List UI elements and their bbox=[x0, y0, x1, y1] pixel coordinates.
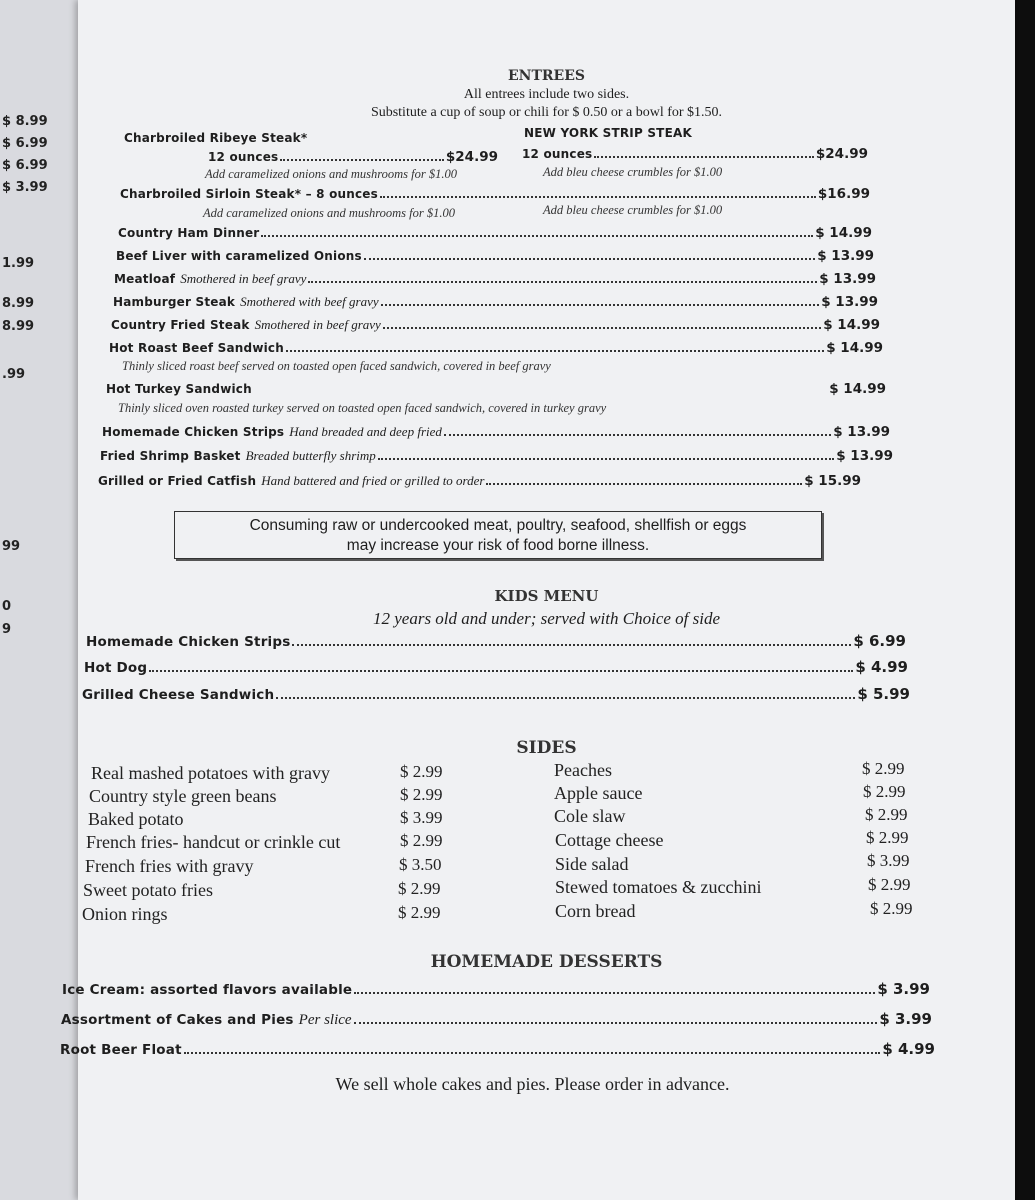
side-item: Stewed tomatoes & zucchini bbox=[555, 877, 762, 897]
side-price: $ 2.99 bbox=[400, 831, 443, 850]
side-price: $ 2.99 bbox=[862, 759, 905, 778]
desserts-footer-note: We sell whole cakes and pies. Please order in advance. bbox=[335, 1074, 730, 1094]
item-price: $ 14.99 bbox=[815, 225, 872, 241]
ribeye-size: 12 ounces bbox=[208, 150, 279, 164]
menu-item-row bbox=[111, 317, 880, 333]
side-price: $ 2.99 bbox=[863, 782, 906, 801]
left-price: $ 6.99 bbox=[2, 136, 48, 151]
leader-dots bbox=[276, 697, 855, 699]
sirloin-bleu-note: Add bleu cheese crumbles for $1.00 bbox=[543, 203, 723, 217]
item-name: Grilled or Fried Catfish bbox=[98, 474, 257, 488]
side-item: Apple sauce bbox=[554, 783, 643, 803]
item-price: $ 13.99 bbox=[821, 294, 878, 310]
entrees-heading: ENTREES bbox=[508, 68, 585, 84]
leader-dots bbox=[354, 1022, 878, 1024]
item-price: $ 14.99 bbox=[823, 317, 880, 333]
left-price: .99 bbox=[2, 367, 26, 382]
item-name: Hot Roast Beef Sandwich bbox=[109, 341, 284, 355]
left-price: 99 bbox=[2, 539, 21, 554]
item-price: $ 14.99 bbox=[826, 340, 883, 356]
sides-heading: SIDES bbox=[516, 738, 577, 758]
leader-dots bbox=[486, 483, 802, 485]
item-name: Grilled Cheese Sandwich bbox=[82, 687, 275, 703]
leader-dots bbox=[378, 458, 834, 460]
item-description: Breaded butterfly shrimp bbox=[245, 448, 376, 463]
left-price: 8.99 bbox=[2, 319, 35, 334]
item-name: Hot Dog bbox=[84, 660, 148, 676]
item-description: Smothered with beef gravy bbox=[240, 294, 379, 309]
ny-strip-row bbox=[522, 146, 868, 162]
ribeye-note: Add caramelized onions and mushrooms for $1.00 bbox=[205, 167, 457, 181]
leader-dots bbox=[364, 258, 815, 260]
leader-dots bbox=[286, 350, 824, 352]
item-name: Homemade Chicken Strips bbox=[102, 425, 285, 439]
side-item: Baked potato bbox=[88, 809, 184, 829]
menu-item-row bbox=[102, 424, 890, 440]
roast-beef-note: Thinly sliced roast beef served on toasted open faced sandwich, covered in beef gravy bbox=[122, 359, 551, 373]
side-item: French fries- handcut or crinkle cut bbox=[86, 832, 341, 852]
turkey-note: Thinly sliced oven roasted turkey served on toasted open faced sandwich, covered in turkey gravy bbox=[118, 401, 607, 415]
kids-item-row bbox=[86, 632, 906, 650]
side-price: $ 3.99 bbox=[867, 851, 910, 870]
ribeye-row bbox=[208, 149, 498, 165]
item-description: Smothered in beef gravy bbox=[180, 271, 307, 286]
item-name: Ice Cream: assorted flavors available bbox=[62, 982, 353, 998]
leader-dots bbox=[280, 159, 443, 161]
dessert-row bbox=[62, 980, 930, 998]
sirloin-name: Charbroiled Sirloin Steak* – 8 ounces bbox=[120, 187, 378, 201]
item-description: Per slice bbox=[298, 1012, 352, 1028]
leader-dots bbox=[184, 1052, 881, 1054]
kids-item-row bbox=[82, 685, 910, 703]
item-name: Root Beer Float bbox=[60, 1042, 182, 1058]
ribeye-price: $24.99 bbox=[445, 149, 498, 165]
menu-page bbox=[60, 0, 1015, 1200]
menu-item-row bbox=[98, 473, 861, 489]
leader-dots bbox=[261, 235, 813, 237]
side-price: $ 3.99 bbox=[400, 808, 443, 827]
left-price: 8.99 bbox=[2, 296, 35, 311]
kids-menu-subtitle: 12 years old and under; served with Choice of side bbox=[372, 609, 721, 628]
item-price: $ 3.99 bbox=[879, 1010, 932, 1028]
leader-dots bbox=[149, 670, 853, 672]
item-name: Fried Shrimp Basket bbox=[100, 449, 241, 463]
ny-strip-size: 12 ounces bbox=[522, 147, 593, 161]
leader-dots bbox=[292, 644, 851, 646]
sirloin-price: $16.99 bbox=[817, 186, 870, 202]
item-price: $ 13.99 bbox=[819, 271, 876, 287]
left-price: $ 3.99 bbox=[2, 180, 48, 195]
leader-dots bbox=[383, 327, 821, 329]
side-price: $ 2.99 bbox=[866, 828, 909, 847]
menu-item-row bbox=[100, 448, 893, 464]
left-price: 0 bbox=[2, 599, 12, 614]
side-price: $ 2.99 bbox=[400, 762, 443, 781]
side-price: $ 2.99 bbox=[868, 875, 911, 894]
side-item: Country style green beans bbox=[89, 786, 277, 806]
leader-dots bbox=[381, 304, 820, 306]
item-price: $ 5.99 bbox=[857, 685, 910, 703]
left-price: 1.99 bbox=[2, 256, 35, 271]
item-price: $ 3.99 bbox=[877, 980, 930, 998]
item-description: Hand battered and fried or grilled to order bbox=[261, 473, 485, 488]
item-name: Homemade Chicken Strips bbox=[86, 634, 291, 650]
side-item: Sweet potato fries bbox=[83, 880, 213, 900]
leader-dots bbox=[354, 992, 875, 994]
side-price: $ 2.99 bbox=[870, 899, 913, 918]
side-item: Corn bread bbox=[555, 901, 636, 921]
ribeye-name: Charbroiled Ribeye Steak* bbox=[124, 131, 308, 145]
side-item: Real mashed potatoes with gravy bbox=[91, 763, 330, 783]
side-price: $ 2.99 bbox=[400, 785, 443, 804]
side-item: Onion rings bbox=[82, 904, 168, 924]
warning-line: may increase your risk of food borne illness. bbox=[346, 537, 650, 554]
item-name: Hamburger Steak bbox=[113, 295, 236, 309]
leader-dots bbox=[444, 434, 831, 436]
leader-dots bbox=[380, 196, 816, 198]
sirloin-row bbox=[120, 186, 870, 202]
item-price: $ 13.99 bbox=[836, 448, 893, 464]
side-item: Side salad bbox=[555, 854, 629, 874]
item-price: $ 14.99 bbox=[829, 381, 886, 397]
item-name: Country Fried Steak bbox=[111, 318, 250, 332]
side-item: Cottage cheese bbox=[555, 830, 664, 850]
item-description: Smothered in beef gravy bbox=[254, 317, 381, 332]
item-price: $ 15.99 bbox=[804, 473, 861, 489]
ny-strip-note: Add bleu cheese crumbles for $1.00 bbox=[543, 165, 723, 179]
side-price: $ 2.99 bbox=[398, 903, 441, 922]
side-price: $ 2.99 bbox=[398, 879, 441, 898]
side-price: $ 3.50 bbox=[399, 855, 442, 874]
dessert-row bbox=[61, 1010, 932, 1029]
warning-line: Consuming raw or undercooked meat, poultry, seafood, shellfish or eggs bbox=[249, 517, 747, 534]
left-price: $ 6.99 bbox=[2, 158, 48, 173]
kids-menu-heading: KIDS MENU bbox=[494, 587, 599, 605]
left-price: 9 bbox=[2, 622, 12, 637]
dessert-row bbox=[60, 1040, 935, 1058]
item-name: Country Ham Dinner bbox=[118, 226, 260, 240]
menu-item-row bbox=[113, 294, 878, 310]
leader-dots bbox=[308, 281, 817, 283]
menu-item-row bbox=[109, 340, 883, 356]
left-price: $ 8.99 bbox=[2, 114, 48, 129]
menu-item-row bbox=[116, 248, 874, 264]
side-item: French fries with gravy bbox=[85, 856, 254, 876]
side-price: $ 2.99 bbox=[865, 805, 908, 824]
ny-strip-name: NEW YORK STRIP STEAK bbox=[524, 126, 692, 140]
item-price: $ 4.99 bbox=[882, 1040, 935, 1058]
leader-dots bbox=[594, 156, 813, 158]
entrees-substitute-note: Substitute a cup of soup or chili for $ 0.50 or a bowl for $1.50. bbox=[370, 105, 723, 120]
item-price: $ 13.99 bbox=[833, 424, 890, 440]
side-item: Peaches bbox=[554, 760, 612, 780]
desserts-heading: HOMEMADE DESSERTS bbox=[430, 952, 663, 972]
item-name: Hot Turkey Sandwich bbox=[106, 382, 252, 396]
kids-item-row bbox=[84, 658, 908, 676]
item-name: Beef Liver with caramelized Onions bbox=[116, 249, 362, 263]
item-price: $ 13.99 bbox=[817, 248, 874, 264]
sirloin-note: Add caramelized onions and mushrooms for $1.00 bbox=[203, 206, 455, 220]
entrees-sides-note: All entrees include two sides. bbox=[463, 87, 630, 102]
item-price: $ 6.99 bbox=[853, 632, 906, 650]
item-name: Assortment of Cakes and Pies bbox=[61, 1012, 294, 1028]
ny-strip-price: $24.99 bbox=[815, 146, 868, 162]
menu-item-row bbox=[118, 225, 872, 241]
side-item: Cole slaw bbox=[554, 806, 626, 826]
food-safety-warning bbox=[174, 511, 822, 559]
item-name: Meatloaf bbox=[114, 272, 176, 286]
menu-item-row bbox=[106, 381, 886, 397]
menu-item-row bbox=[114, 271, 876, 287]
item-price: $ 4.99 bbox=[855, 658, 908, 676]
item-description: Hand breaded and deep fried bbox=[289, 424, 442, 439]
